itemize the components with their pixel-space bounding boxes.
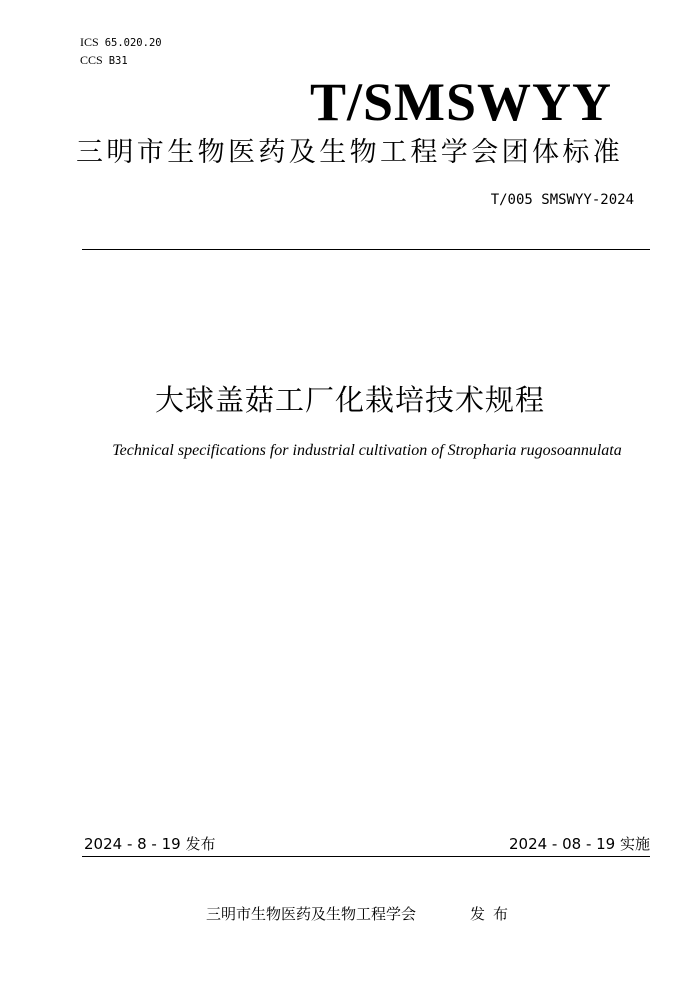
publish-label: 发布 <box>470 905 517 923</box>
issue-date: 2024 - 8 - 19 发布 <box>84 835 216 853</box>
publisher-name: 三明市生物医药及生物工程学会 <box>206 905 417 923</box>
document-title-en: Technical specifications for industrial cultivation of Stropharia rugosoannulata <box>112 442 622 459</box>
standard-number: T/005 SMSWYY-2024 <box>490 192 634 208</box>
top-divider <box>82 249 650 250</box>
document-title-zh: 大球盖菇工厂化栽培技术规程 <box>154 383 545 417</box>
ics-code <box>80 35 162 50</box>
implementation-date: 2024 - 08 - 19 实施 <box>508 835 650 853</box>
standard-organization-name: 三明市生物医药及生物工程学会团体标准 <box>76 137 624 168</box>
standard-mark: T/SMSWYY <box>309 72 612 132</box>
ccs-label: CCS <box>80 53 103 67</box>
ics-value: 65.020.20 <box>104 37 162 49</box>
ccs-code <box>80 53 128 68</box>
ccs-value: B31 <box>108 55 128 67</box>
bottom-divider <box>82 856 650 857</box>
ics-label: ICS <box>80 35 99 49</box>
